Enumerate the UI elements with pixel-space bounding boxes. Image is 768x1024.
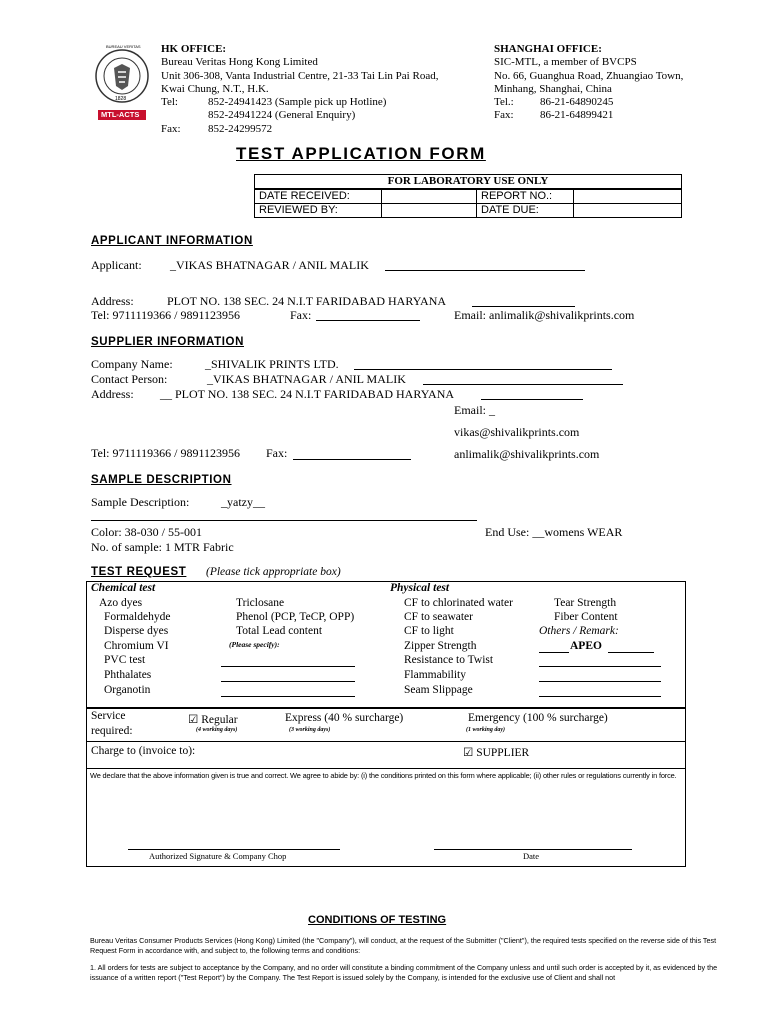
supplier-charge-option[interactable] [463, 745, 529, 759]
supplier-email-2[interactable]: anlimalik@shivalikprints.com [454, 447, 600, 461]
charge-divider [86, 768, 685, 769]
remark-line-1[interactable] [539, 666, 661, 667]
chem-phthalates[interactable]: Phthalates [104, 669, 152, 681]
lab-use-table [254, 174, 682, 218]
supplier-address-value[interactable]: __ PLOT NO. 138 SEC. 24 N.I.T FARIDABAD HARYANA [160, 387, 455, 401]
applicant-address-label: Address: [91, 294, 134, 308]
logo-badge: MTL-ACTS [101, 110, 140, 119]
emergency-sub: (1 working day) [466, 727, 505, 733]
phys-cf-chlorinated[interactable]: CF to chlorinated water [404, 597, 513, 609]
applicant-fax-label: Fax: [290, 308, 312, 322]
chem-disperse-dyes[interactable]: Disperse dyes [104, 625, 169, 637]
remark-line-3[interactable] [539, 696, 661, 697]
chem-specify-line-3[interactable] [221, 696, 355, 697]
supplier-contact-label: Contact Person: [91, 372, 168, 386]
hk-office-line-2: Unit 306-308, Vanta Industrial Centre, 21-33 Tai Lin Pai Road, [161, 70, 439, 82]
reviewed-by-label: REVIEWED BY: [255, 204, 382, 218]
phys-cf-seawater[interactable]: CF to seawater [404, 611, 473, 623]
hk-office-line-1: Bureau Veritas Hong Kong Limited [161, 56, 318, 68]
test-request-heading: TEST REQUEST [91, 566, 187, 578]
logo-ring-text: BUREAU VERITAS [106, 44, 141, 49]
phys-cf-light[interactable]: CF to light [404, 625, 454, 637]
service-box [86, 708, 686, 867]
supplier-fax-line [293, 459, 411, 460]
phys-tear-strength[interactable]: Tear Strength [554, 597, 617, 609]
conditions-intro: Bureau Veritas Consumer Products Services (Hong Kong) Limited (the "Company"), will conduct, at the request of the Submitter ("Client"), the required tests specified on the reverse side of this Test Request Form in accordance with, and subject to, the following terms and conditions: [90, 936, 717, 955]
supplier-checkbox-checked-icon[interactable]: ☑ [463, 747, 474, 759]
applicant-value[interactable]: _VIKAS BHATNAGAR / ANIL MALIK [170, 258, 369, 272]
hk-tel-2: 852-24941224 (General Enquiry) [208, 109, 356, 121]
hk-fax-label: Fax: [161, 123, 181, 135]
sh-tel-label: Tel.: [494, 96, 514, 108]
chem-azo-dyes[interactable]: Azo dyes [99, 597, 143, 609]
express-option[interactable]: Express (40 % surcharge) [285, 712, 404, 724]
supplier-company-value[interactable]: _SHIVALIK PRINTS LTD. [205, 357, 339, 371]
sh-office-line-3: Minhang, Shanghai, China [494, 83, 612, 95]
supplier-address-line [481, 399, 583, 400]
test-request-note: (Please tick appropriate box) [206, 566, 341, 578]
applicant-heading: APPLICANT INFORMATION [91, 235, 253, 247]
chem-pvc-test[interactable]: PVC test [104, 654, 146, 666]
date-received-field[interactable] [382, 189, 477, 204]
chem-chromium-vi[interactable]: Chromium VI [104, 640, 169, 652]
supplier-fax-label: Fax: [266, 446, 288, 460]
sample-desc-value[interactable]: _yatzy__ [221, 495, 265, 509]
supplier-contact-value[interactable]: _VIKAS BHATNAGAR / ANIL MALIK [207, 372, 406, 386]
service-label-1: Service [91, 710, 126, 722]
date-due-label: DATE DUE: [477, 204, 574, 218]
chem-specify-line-1[interactable] [221, 666, 355, 667]
phys-fiber-content[interactable]: Fiber Content [554, 611, 618, 623]
chem-formaldehyde[interactable]: Formaldehyde [104, 611, 171, 623]
chem-total-lead[interactable]: Total Lead content [236, 625, 323, 637]
service-divider [86, 741, 685, 742]
regular-checkbox-checked-icon[interactable]: ☑ [188, 714, 199, 726]
hk-office-title: HK OFFICE: [161, 43, 227, 55]
sample-desc-label: Sample Description: [91, 495, 190, 509]
conditions-title: CONDITIONS OF TESTING [308, 914, 447, 926]
applicant-fax-line [316, 320, 420, 321]
bureau-veritas-logo [92, 44, 152, 124]
conditions-item-1: 1. All orders for tests are subject to acceptance by the Company, and no order will constitute a binding commitment of the Company unless and until such order is accepted by it, as evidenced by the issuance of a written report ("Test Report") by the Company. The Test Report is issued solely by the Company, is intended for the exclusive use of Client and shall not [90, 963, 718, 982]
supplier-company-label: Company Name: [91, 357, 173, 371]
date-received-label: DATE RECEIVED: [255, 189, 382, 204]
supplier-charge-label: SUPPLIER [476, 747, 530, 759]
date-line[interactable] [434, 849, 632, 850]
chem-phenol[interactable]: Phenol (PCP, TeCP, OPP) [236, 611, 355, 623]
apeo-line-left [539, 652, 569, 653]
sh-office-line-2: No. 66, Guanghua Road, Zhuangiao Town, [494, 70, 684, 82]
emergency-option[interactable]: Emergency (100 % surcharge) [468, 712, 608, 724]
sh-fax: 86-21-64899421 [540, 109, 614, 121]
sh-fax-label: Fax: [494, 109, 514, 121]
chem-organotin[interactable]: Organotin [104, 684, 151, 696]
signature-line[interactable] [128, 849, 340, 850]
supplier-heading: SUPPLIER INFORMATION [91, 336, 244, 348]
supplier-company-line [354, 369, 612, 370]
date-label: Date [523, 851, 540, 861]
chemical-test-title: Chemical test [91, 582, 156, 594]
others-remark-label: Others / Remark: [539, 625, 619, 637]
form-title: TEST APPLICATION FORM [236, 144, 486, 163]
charge-label: Charge to (invoice to): [91, 745, 196, 757]
report-no-label: REPORT NO.: [477, 189, 574, 204]
hk-tel-label: Tel: [161, 96, 178, 108]
applicant-label: Applicant: [91, 258, 142, 272]
hk-fax: 852-24299572 [208, 123, 273, 135]
lab-header: FOR LABORATORY USE ONLY [255, 175, 682, 190]
sh-tel: 86-21-64890245 [540, 96, 614, 108]
apeo-value[interactable]: APEO [570, 640, 602, 652]
sh-office-line-1: SIC-MTL, a member of BVCPS [494, 56, 637, 68]
supplier-email-1[interactable]: vikas@shivalikprints.com [454, 425, 580, 439]
regular-label: Regular [201, 714, 238, 726]
declaration-text: We declare that the above information given is true and correct. We agree to abide by: (i) the conditions printed on this form where applicable; (ii) other rules or regulations currently in force. [90, 771, 677, 780]
hk-tel-1: 852-24941423 (Sample pick up Hotline) [208, 96, 387, 108]
apeo-line-right [608, 652, 654, 653]
applicant-tel[interactable]: Tel: 9711119366 / 9891123956 [91, 308, 241, 322]
logo-year: 1828 [115, 96, 127, 102]
service-label-2: required: [91, 725, 133, 737]
phys-seam-slippage[interactable]: Seam Slippage [404, 684, 473, 696]
phys-resistance-twist[interactable]: Resistance to Twist [404, 654, 494, 666]
sample-count[interactable]: No. of sample: 1 MTR Fabric [91, 540, 234, 554]
reviewed-by-field[interactable] [382, 204, 477, 218]
remark-line-2[interactable] [539, 681, 661, 682]
phys-zipper-strength[interactable]: Zipper Strength [404, 640, 477, 652]
sample-heading: SAMPLE DESCRIPTION [91, 474, 232, 486]
regular-option[interactable] [188, 712, 238, 726]
sh-office-title: SHANGHAI OFFICE: [494, 43, 602, 55]
supplier-tel[interactable]: Tel: 9711119366 / 9891123956 [91, 446, 241, 460]
applicant-line [385, 270, 585, 271]
physical-test-title: Physical test [390, 582, 450, 594]
report-no-field[interactable] [574, 189, 682, 204]
sample-end-use[interactable]: End Use: __womens WEAR [485, 525, 623, 539]
supplier-address-label: Address: [91, 387, 134, 401]
applicant-address-value[interactable]: PLOT NO. 138 SEC. 24 N.I.T FARIDABAD HARYANA [167, 294, 447, 308]
express-sub: (3 working days) [289, 727, 331, 733]
applicant-email[interactable]: Email: anlimalik@shivalikprints.com [454, 308, 635, 322]
phys-flammability[interactable]: Flammability [404, 669, 466, 681]
sample-desc-line [91, 520, 477, 521]
sample-color[interactable]: Color: 38-030 / 55-001 [91, 525, 202, 539]
regular-sub: (4 working days) [196, 727, 238, 733]
supplier-email-label: Email: _ [454, 403, 495, 417]
please-specify: (Please specify): [229, 640, 280, 649]
date-due-field[interactable] [574, 204, 682, 218]
supplier-contact-line [423, 384, 623, 385]
signature-label: Authorized Signature & Company Chop [149, 851, 287, 861]
hk-office-line-3: Kwai Chung, N.T., H.K. [161, 83, 269, 95]
chem-specify-line-2[interactable] [221, 681, 355, 682]
chem-triclosane[interactable]: Triclosane [236, 597, 285, 609]
applicant-address-line [472, 306, 575, 307]
